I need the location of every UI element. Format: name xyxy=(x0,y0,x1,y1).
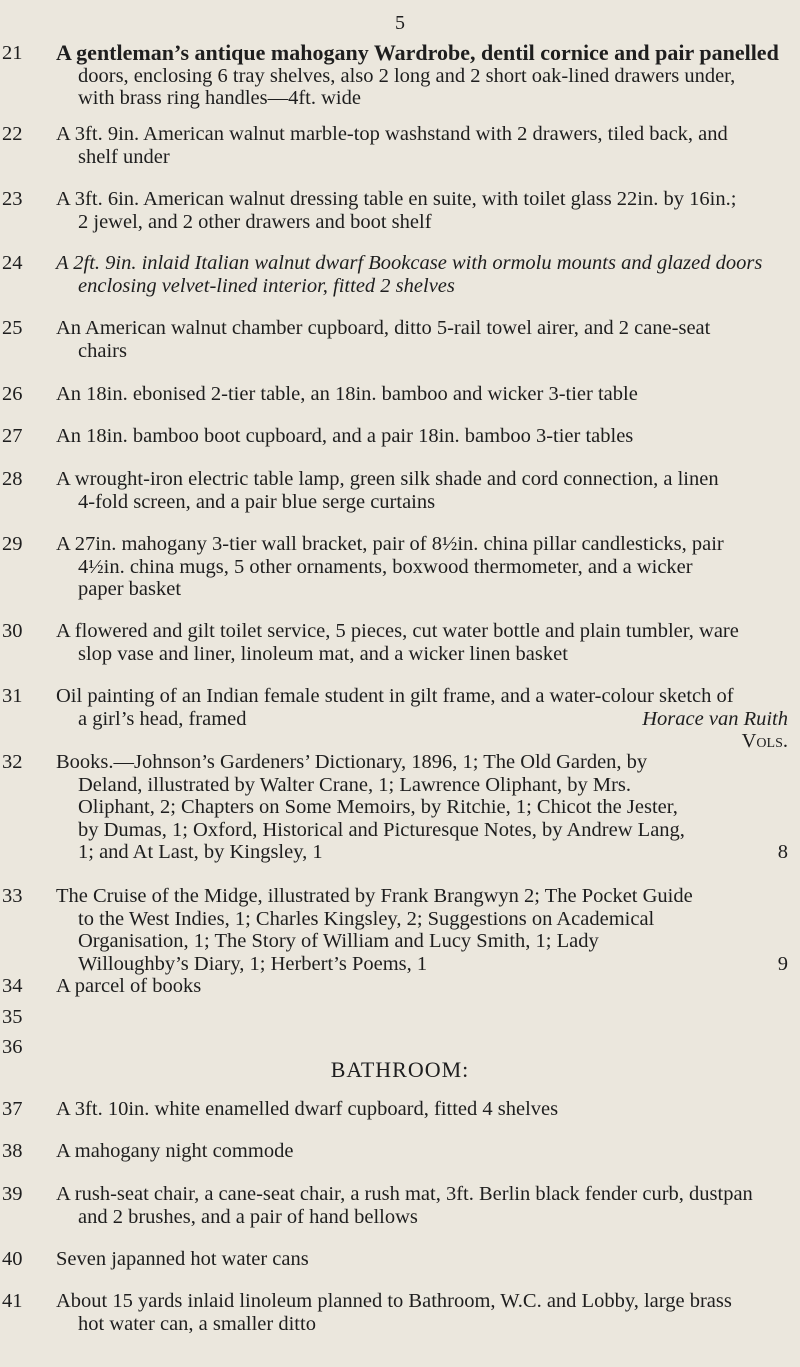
lot-number: 34 xyxy=(2,975,23,997)
lot-description-line: 4-fold screen, and a pair blue serge curtains xyxy=(78,490,436,513)
lot-number: 22 xyxy=(2,123,23,145)
vols-label: Vols. xyxy=(741,730,788,752)
page-number: 5 xyxy=(395,12,405,34)
lot-number: 36 xyxy=(2,1036,23,1058)
lot-number: 30 xyxy=(2,620,23,642)
lot-number: 40 xyxy=(2,1248,23,1270)
lot-number: 26 xyxy=(2,383,23,405)
lot-description-line: An 18in. ebonised 2-tier table, an 18in. bamboo and wicker 3-tier table xyxy=(56,383,638,405)
lot-description-line: a girl’s head, framed xyxy=(78,707,247,730)
lot-number: 39 xyxy=(2,1183,23,1205)
lot-description-line: doors, enclosing 6 tray shelves, also 2 long and 2 short oak-lined drawers under, xyxy=(78,64,736,87)
lot-description-line: paper basket xyxy=(78,578,182,600)
section-heading: BATHROOM: xyxy=(330,1057,470,1082)
lot-description-line: A 2ft. 9in. inlaid Italian walnut dwarf Bookcase with ormolu mounts and glazed doors xyxy=(56,252,763,274)
volume-count: 9 xyxy=(777,952,788,975)
lot-number: 27 xyxy=(2,425,23,447)
lot-description-line: A 3ft. 10in. white enamelled dwarf cupboard, fitted 4 shelves xyxy=(56,1098,559,1120)
lot-description-line: A wrought-iron electric table lamp, green silk shade and cord connection, a linen xyxy=(56,468,719,490)
lot-number: 24 xyxy=(2,252,23,274)
lot-number: 33 xyxy=(2,885,23,907)
lot-number: 28 xyxy=(2,468,23,490)
volume-count: 8 xyxy=(777,841,788,863)
lot-description-line: Deland, illustrated by Walter Crane, 1; Lawrence Oliphant, by Mrs. xyxy=(78,773,632,796)
lot-description-line: A 3ft. 9in. American walnut marble-top washstand with 2 drawers, tiled back, and xyxy=(56,123,728,145)
artist-signature: Horace van Ruith xyxy=(642,707,788,730)
lot-description-line: 2 jewel, and 2 other drawers and boot shelf xyxy=(78,210,432,233)
lot-number: 31 xyxy=(2,685,23,707)
lot-description-line: enclosing velvet-lined interior, fitted 2 shelves xyxy=(78,274,455,297)
lot-description-line: Oliphant, 2; Chapters on Some Memoirs, by Ritchie, 1; Chicot the Jester, xyxy=(78,796,678,818)
lot-description-line: Books.—Johnson’s Gardeners’ Dictionary, 1896, 1; The Old Garden, by xyxy=(56,751,648,773)
lot-description-line: Willoughby’s Diary, 1; Herbert’s Poems, 1 xyxy=(78,952,428,975)
lot-description-line: A parcel of books xyxy=(56,975,202,997)
lot-number: 32 xyxy=(2,751,23,773)
lot-number: 38 xyxy=(2,1140,23,1162)
lot-description-line: 1; and At Last, by Kingsley, 1 xyxy=(78,841,323,863)
lot-description-line: The Cruise of the Midge, illustrated by Frank Brangwyn 2; The Pocket Guide xyxy=(56,885,693,907)
lot-description-line: Organisation, 1; The Story of William and Lucy Smith, 1; Lady xyxy=(78,930,599,952)
lot-number: 23 xyxy=(2,188,23,210)
lot-description-line: slop vase and liner, linoleum mat, and a wicker linen basket xyxy=(78,642,568,665)
lot-description-line: A 3ft. 6in. American walnut dressing table en suite, with toilet glass 22in. by 16in.; xyxy=(56,188,737,210)
lot-number: 37 xyxy=(2,1098,23,1120)
lot-description-line: About 15 yards inlaid linoleum planned to Bathroom, W.C. and Lobby, large brass xyxy=(56,1290,732,1312)
lot-number: 41 xyxy=(2,1290,23,1312)
lot-description-line: to the West Indies, 1; Charles Kingsley, 2; Suggestions on Academical xyxy=(78,907,655,930)
lot-description-line: A 27in. mahogany 3-tier wall bracket, pair of 8½in. china pillar candlesticks, pair xyxy=(56,533,724,555)
lot-description-line: Seven japanned hot water cans xyxy=(56,1248,309,1270)
lot-description-line: and 2 brushes, and a pair of hand bellows xyxy=(78,1205,418,1228)
lot-description-line: 4½in. china mugs, 5 other ornaments, boxwood thermometer, and a wicker xyxy=(78,555,693,578)
lot-description-line: Oil painting of an Indian female student in gilt frame, and a water-colour sketch of xyxy=(56,685,734,707)
lot-description-line: A mahogany night commode xyxy=(56,1140,294,1162)
lot-description-line: hot water can, a smaller ditto xyxy=(78,1312,316,1335)
lot-number: 21 xyxy=(2,42,23,64)
lot-description-line: An American walnut chamber cupboard, ditto 5-rail towel airer, and 2 cane-seat xyxy=(56,317,711,339)
lot-number: 25 xyxy=(2,317,23,339)
lot-number: 35 xyxy=(2,1006,23,1028)
lot-description-line: A flowered and gilt toilet service, 5 pieces, cut water bottle and plain tumbler, ware xyxy=(56,620,739,642)
lot-number: 29 xyxy=(2,533,23,555)
lot-description-line: A rush-seat chair, a cane-seat chair, a rush mat, 3ft. Berlin black fender curb, dustpan xyxy=(56,1183,753,1205)
lot-description-line: shelf under xyxy=(78,145,170,168)
lot-description-line: with brass ring handles—4ft. wide xyxy=(78,87,361,109)
lot-description-line: by Dumas, 1; Oxford, Historical and Picturesque Notes, by Andrew Lang, xyxy=(78,818,685,841)
lot-description-line: An 18in. bamboo boot cupboard, and a pair 18in. bamboo 3-tier tables xyxy=(56,425,634,447)
lot-description-line: chairs xyxy=(78,339,127,362)
lot-description-line: A gentleman’s antique mahogany Wardrobe, dentil cornice and pair panelled xyxy=(56,40,779,65)
